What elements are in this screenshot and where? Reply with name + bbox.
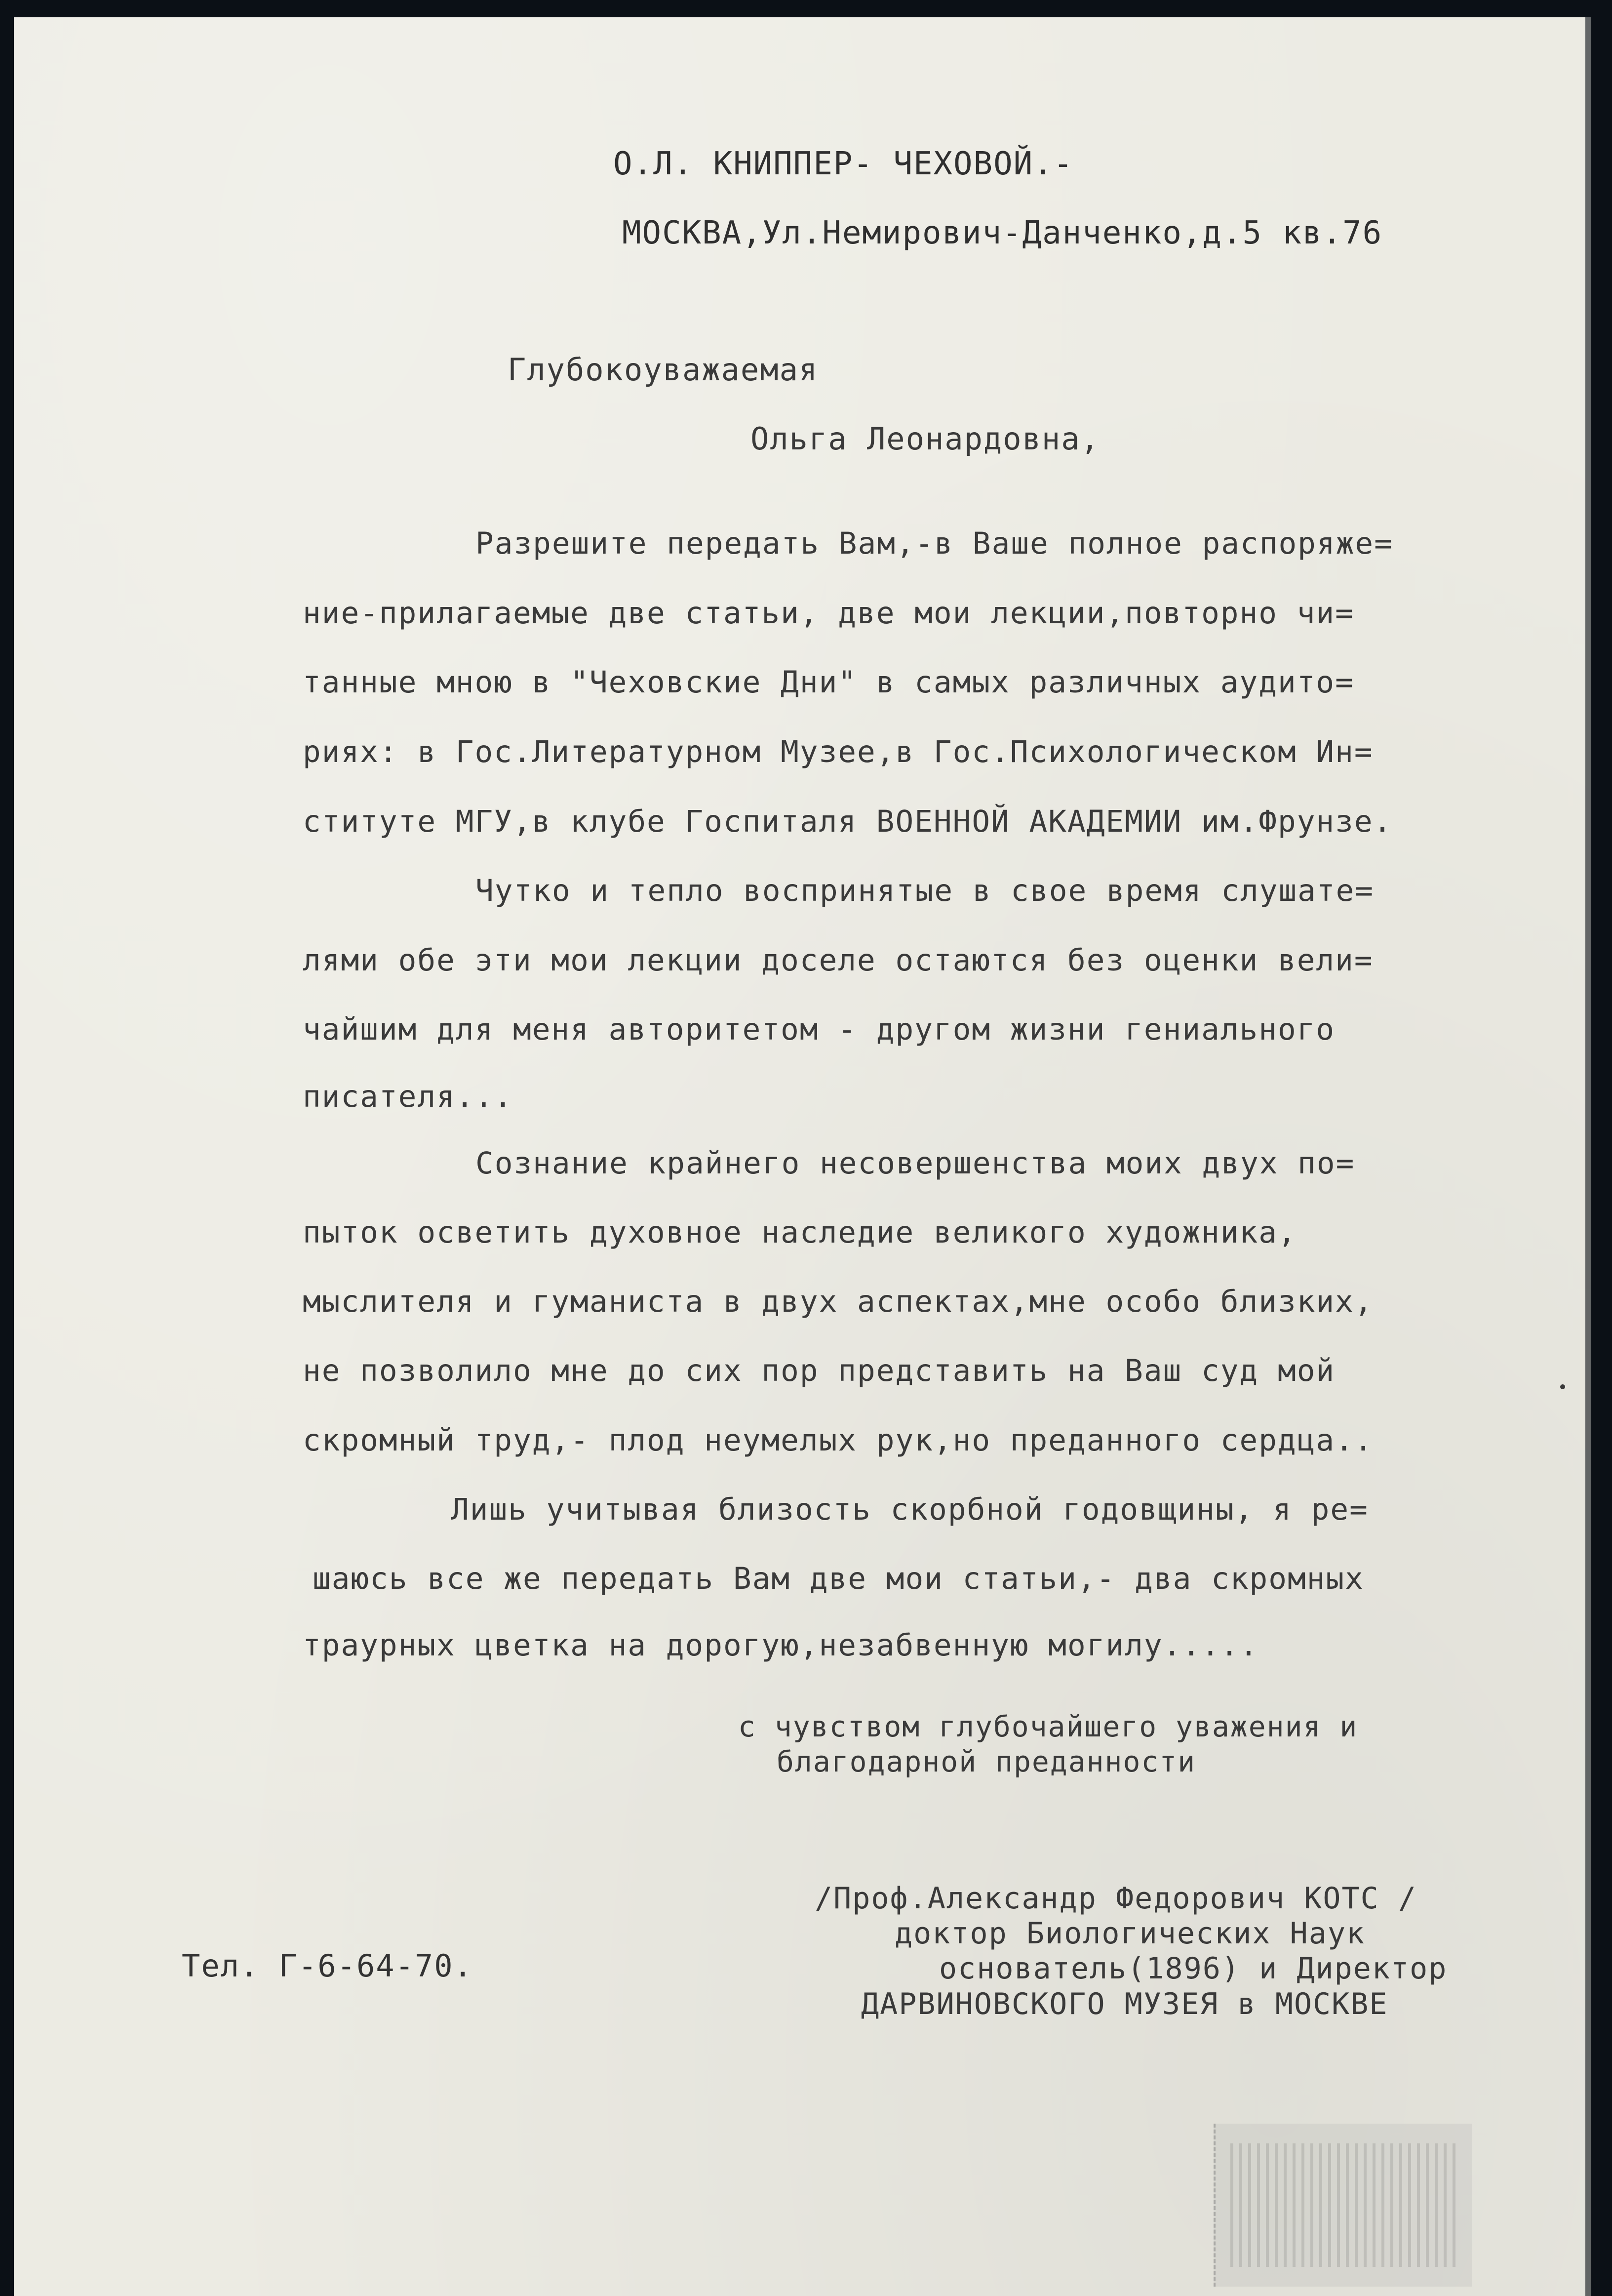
signature-title: доктор Биологических Наук	[895, 1916, 1366, 1951]
body-line: скромный труд,- плод неумелых рук,но преданного сердца..	[303, 1423, 1374, 1458]
signature-name: /Проф.Александр Федорович КОТС /	[815, 1881, 1417, 1916]
punch-mark	[1560, 1384, 1565, 1389]
body-line: Чутко и тепло воспринятые в свое время слушате=	[475, 873, 1375, 908]
archive-stamp-marks	[1230, 2143, 1457, 2267]
body-line: Сознание крайнего несовершенства моих двух по=	[475, 1146, 1355, 1181]
body-line: чайшим для меня авторитетом - другом жизни гениального	[303, 1012, 1336, 1047]
signature-role: основатель(1896) и Директор	[939, 1951, 1448, 1986]
recipient-name: О.Л. КНИППЕР- ЧЕХОВОЙ.-	[613, 146, 1074, 182]
signature-institution: ДАРВИНОВСКОГО МУЗЕЯ в МОСКВЕ	[861, 1987, 1388, 2021]
body-line: Лишь учитывая близость скорбной годовщины, я ре=	[451, 1492, 1369, 1527]
body-line: писателя...	[303, 1079, 513, 1114]
archive-stamp	[1214, 2124, 1472, 2287]
closing-line-2: благодарной преданности	[777, 1745, 1196, 1778]
body-line: мыслителя и гуманиста в двух аспектах,мне особо близких,	[303, 1284, 1374, 1319]
body-line: пыток осветить духовное наследие великого художника,	[303, 1215, 1297, 1250]
salutation-line-1: Глубокоуважаемая	[508, 352, 819, 388]
body-line: Разрешите передать Вам,-в Ваше полное распоряже=	[475, 526, 1393, 561]
body-line: шаюсь все же передать Вам две мои статьи,- два скромных	[313, 1561, 1364, 1596]
closing-line-1: с чувством глубочайшего уважения и	[738, 1710, 1358, 1743]
recipient-address: МОСКВА,Ул.Немирович-Данченко,д.5 кв.76	[622, 215, 1383, 251]
paper-shadow-edge	[1585, 17, 1591, 2296]
body-line: лями обе эти мои лекции доселе остаются без оценки вели=	[303, 943, 1374, 978]
body-line: траурных цветка на дорогую,незабвенную могилу.....	[303, 1628, 1259, 1663]
phone-number: Тел. Г-6-64-70.	[182, 1948, 473, 1984]
body-line: не позволило мне до сих пор представить на Ваш суд мой	[303, 1353, 1336, 1388]
body-line: ние-прилагаемые две статьи, две мои лекции,повторно чи=	[303, 596, 1354, 631]
body-line: танные мною в "Чеховские Дни" в самых различных аудито=	[303, 665, 1354, 700]
body-line: ституте МГУ,в клубе Госпиталя ВОЕННОЙ АКАДЕМИИ им.Фрунзе.	[303, 804, 1393, 839]
letter-page	[14, 17, 1591, 2296]
salutation-line-2: Ольга Леонардовна,	[750, 421, 1100, 457]
body-line: риях: в Гос.Литературном Музее,в Гос.Психологическом Ин=	[303, 734, 1374, 769]
